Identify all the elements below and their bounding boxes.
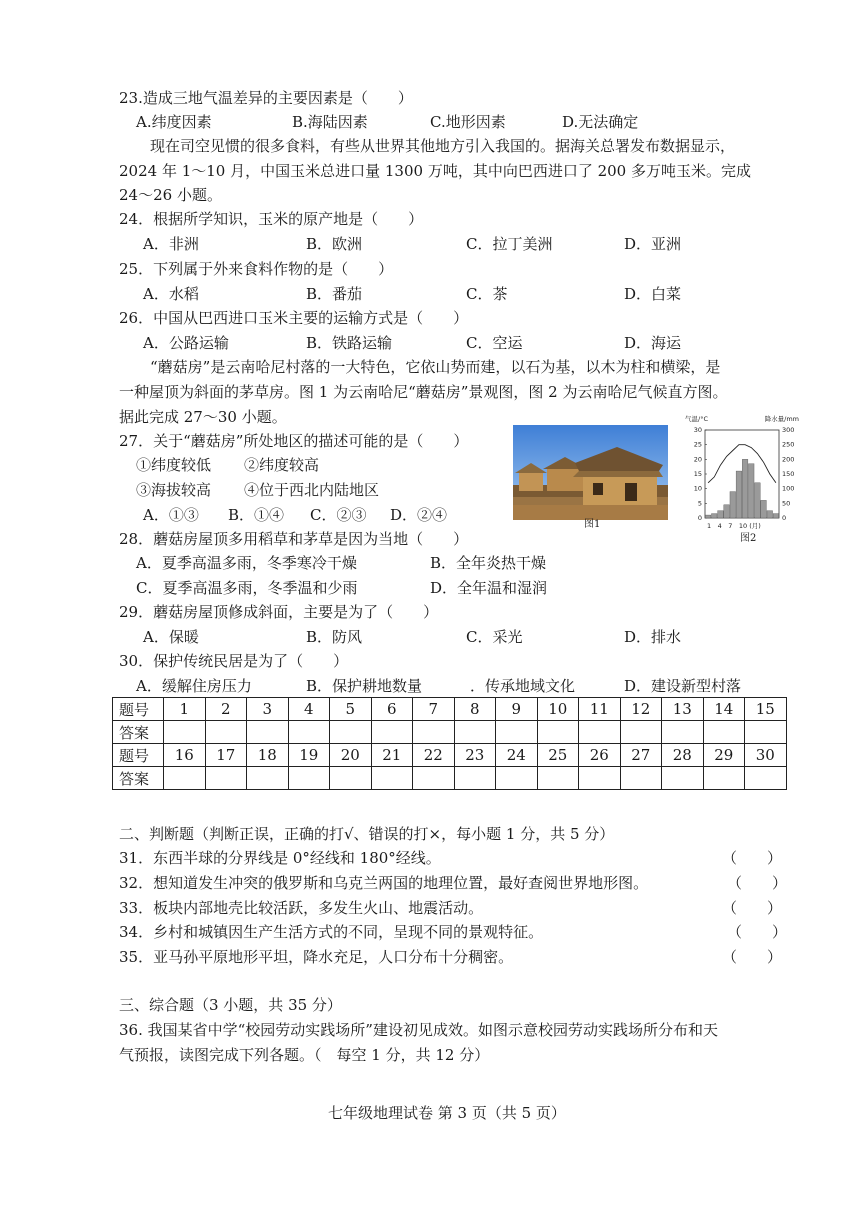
q25-stem: 25．下列属于外来食料作物的是（ ）	[119, 260, 394, 278]
precip-tick-label: 300	[782, 426, 795, 434]
q29-stem: 29．蘑菇房屋顶修成斜面，主要是为了（ ）	[119, 603, 439, 621]
precip-bar	[767, 511, 773, 518]
question-number-cell: 9	[496, 698, 538, 721]
q30-opt-d: D．建设新型村落	[624, 677, 742, 695]
answer-cell[interactable]	[745, 721, 787, 744]
answer-cell[interactable]	[164, 767, 206, 790]
question-number-cell: 16	[164, 744, 206, 767]
q28-opt-c: C．夏季高温多雨，冬季温和少雨	[136, 579, 358, 597]
question-number-cell: 22	[413, 744, 455, 767]
temp-tick-label: 30	[693, 426, 702, 434]
answer-cell[interactable]	[371, 721, 413, 744]
answer-cell[interactable]	[454, 721, 496, 744]
question-number-cell: 24	[496, 744, 538, 767]
temp-tick-label: 25	[693, 440, 702, 449]
answer-cell[interactable]	[330, 721, 372, 744]
q23-opt-c: C.地形因素	[430, 113, 506, 131]
q27-statement-3: ③海拔较高	[136, 481, 212, 499]
q23-stem: 23.造成三地气温差异的主要因素是（ ）	[119, 89, 413, 107]
q29-opt-a: A．保暖	[143, 628, 199, 646]
answer-cell[interactable]	[620, 767, 662, 790]
question-number-cell: 23	[454, 744, 496, 767]
q25-opt-c: C．茶	[466, 285, 508, 303]
q23-opt-b: B.海陆因素	[292, 113, 368, 131]
question-number-cell: 28	[662, 744, 704, 767]
precip-tick-label: 150	[782, 470, 795, 478]
precip-tick-label: 200	[782, 455, 795, 464]
q27-statement-1: ①纬度较低	[136, 456, 212, 474]
answer-cell[interactable]	[205, 721, 247, 744]
table-row-numbers-1	[113, 698, 787, 721]
intro1-line3: 24～26 小题。	[119, 186, 222, 204]
answer-cell[interactable]	[288, 767, 330, 790]
q26-opt-a: A．公路运输	[143, 334, 229, 352]
answer-cell[interactable]	[579, 767, 621, 790]
q28-opt-b: B．全年炎热干燥	[430, 554, 547, 572]
q25-opt-a: A．水稻	[143, 285, 199, 303]
q25-opt-b: B．番茄	[306, 285, 363, 303]
q28-opt-a: A．夏季高温多雨，冬季寒冷干燥	[136, 554, 357, 572]
table-header-cell: 题号	[113, 698, 164, 721]
question-number-cell: 15	[745, 698, 787, 721]
answer-table	[112, 697, 787, 790]
q24-opt-c: C．拉丁美洲	[466, 235, 553, 253]
answer-cell[interactable]	[247, 721, 289, 744]
answer-parentheses[interactable]: （ ）	[722, 899, 783, 917]
answer-parentheses[interactable]: （ ）	[722, 948, 783, 966]
question-number-cell: 12	[620, 698, 662, 721]
question-number-cell: 30	[745, 744, 787, 767]
month-axis-label: 1 4 7 10 (月)	[707, 522, 761, 530]
question-number-cell: 21	[371, 744, 413, 767]
q29-opt-b: B．防风	[306, 628, 363, 646]
precip-bar	[755, 483, 761, 518]
question-number-cell: 5	[330, 698, 372, 721]
precip-bar	[705, 515, 711, 518]
answer-parentheses[interactable]: （ ）	[727, 874, 788, 892]
answer-cell[interactable]	[330, 767, 372, 790]
precip-bar	[711, 514, 717, 518]
q24-stem: 24．根据所学知识，玉米的原产地是（ ）	[119, 210, 424, 228]
answer-cell[interactable]	[413, 767, 455, 790]
fig2-caption: 图2	[740, 533, 757, 544]
q28-opt-d: D．全年温和湿润	[430, 579, 548, 597]
q29-opt-c: C．采光	[466, 628, 523, 646]
table-header-cell: 题号	[113, 744, 164, 767]
answer-parentheses[interactable]: （ ）	[722, 849, 783, 867]
question-number-cell: 11	[579, 698, 621, 721]
question-number-cell: 17	[205, 744, 247, 767]
precip-tick-label: 50	[782, 499, 791, 508]
precip-bar	[748, 464, 754, 518]
q36-line2: 气预报，读图完成下列各题。（ 每空 1 分，共 12 分）	[119, 1046, 490, 1064]
judgment-item: 33．板块内部地壳比较活跃，多发生火山、地震活动。	[119, 899, 484, 917]
temp-tick-label: 20	[693, 455, 702, 464]
answer-parentheses[interactable]: （ ）	[727, 923, 788, 941]
answer-cell[interactable]	[205, 767, 247, 790]
question-number-cell: 13	[662, 698, 704, 721]
question-number-cell: 29	[703, 744, 745, 767]
table-row-answers-1	[113, 721, 787, 744]
q27-statement-2: ②纬度较高	[244, 456, 320, 474]
q36-line1: 36. 我国某省中学“校园劳动实践场所”建设初见成效。如图示意校园劳动实践场所分布和天	[119, 1021, 718, 1039]
mushroom-house-photo	[513, 425, 668, 520]
question-number-cell: 14	[703, 698, 745, 721]
climate-chart	[683, 414, 801, 546]
question-number-cell: 3	[247, 698, 289, 721]
precip-bar	[718, 511, 724, 518]
table-header-cell: 答案	[113, 721, 164, 744]
section3-title: 三、综合题（3 小题，共 35 分）	[119, 996, 342, 1014]
answer-cell[interactable]	[620, 721, 662, 744]
table-row-answers-2	[113, 767, 787, 790]
q27-statement-4: ④位于西北内陆地区	[244, 481, 380, 499]
q27-opt-a: A．①③	[143, 506, 199, 524]
precip-tick-label: 250	[782, 440, 795, 449]
precip-bar	[730, 492, 736, 518]
answer-cell[interactable]	[537, 721, 579, 744]
temp-tick-label: 5	[697, 499, 702, 508]
q25-opt-d: D．白菜	[624, 285, 682, 303]
answer-cell[interactable]	[537, 767, 579, 790]
answer-cell[interactable]	[496, 721, 538, 744]
answer-cell[interactable]	[703, 767, 745, 790]
temperature-line	[708, 445, 776, 483]
precip-tick-label: 100	[782, 484, 795, 493]
q23-opt-a: A.纬度因素	[136, 113, 212, 131]
q27-opt-c: C．②③	[310, 506, 367, 524]
temp-tick-label: 15	[693, 470, 702, 478]
precip-bar	[742, 459, 748, 518]
question-number-cell: 7	[413, 698, 455, 721]
question-number-cell: 18	[247, 744, 289, 767]
answer-cell[interactable]	[579, 721, 621, 744]
q27-stem: 27．关于“蘑菇房”所处地区的描述可能的是（ ）	[119, 432, 469, 450]
answer-cell[interactable]	[662, 721, 704, 744]
answer-cell[interactable]	[662, 767, 704, 790]
question-number-cell: 25	[537, 744, 579, 767]
q28-stem: 28．蘑菇房屋顶多用稻草和茅草是因为当地（ ）	[119, 530, 469, 548]
q30-opt-c: ．传承地域文化	[470, 677, 576, 695]
intro1-line1: 现在司空见惯的很多食料，有些从世界其他地方引入我国的。据海关总署发布数据显示，	[150, 137, 736, 155]
answer-cell[interactable]	[413, 721, 455, 744]
q30-opt-b: B．保护耕地数量	[306, 677, 423, 695]
table-header-cell: 答案	[113, 767, 164, 790]
intro2-line1: “蘑菇房”是云南哈尼村落的一大特色，它依山势而建，以石为基，以木为柱和横梁，是	[150, 358, 721, 376]
temp-tick-label: 10	[693, 484, 702, 493]
q27-opt-d: D．②④	[390, 506, 448, 524]
q23-opt-d: D.无法确定	[562, 113, 639, 131]
q26-opt-b: B．铁路运输	[306, 334, 393, 352]
answer-cell[interactable]	[745, 767, 787, 790]
answer-cell[interactable]	[164, 721, 206, 744]
precip-bar	[724, 505, 730, 518]
q24-opt-a: A．非洲	[143, 235, 199, 253]
question-number-cell: 1	[164, 698, 206, 721]
answer-cell[interactable]	[454, 767, 496, 790]
q24-opt-d: D．亚洲	[624, 235, 682, 253]
answer-cell[interactable]	[371, 767, 413, 790]
question-number-cell: 10	[537, 698, 579, 721]
question-number-cell: 6	[371, 698, 413, 721]
section2-title: 二、判断题（判断正误，正确的打√、错误的打×，每小题 1 分，共 5 分）	[119, 825, 615, 843]
q30-stem: 30．保护传统民居是为了（ ）	[119, 652, 349, 670]
answer-cell[interactable]	[288, 721, 330, 744]
question-number-cell: 2	[205, 698, 247, 721]
judgment-item: 35．亚马孙平原地形平坦，降水充足，人口分布十分稠密。	[119, 948, 514, 966]
precip-axis-label: 降水量/mm	[764, 415, 799, 423]
precip-tick-label: 0	[782, 514, 787, 522]
intro2-line2: 一种屋顶为斜面的茅草房。图 1 为云南哈尼“蘑菇房”景观图，图 2 为云南哈尼气候直方图。	[119, 383, 728, 401]
question-number-cell: 27	[620, 744, 662, 767]
q26-opt-c: C．空运	[466, 334, 523, 352]
answer-cell[interactable]	[703, 721, 745, 744]
precip-bar	[761, 500, 767, 518]
judgment-item: 32．想知道发生冲突的俄罗斯和乌克兰两国的地理位置，最好查阅世界地形图。	[119, 874, 649, 892]
table-row-numbers-2	[113, 744, 787, 767]
judgment-item: 34．乡村和城镇因生产生活方式的不同，呈现不同的景观特征。	[119, 923, 544, 941]
q24-opt-b: B．欧洲	[306, 235, 363, 253]
precip-bar	[736, 471, 742, 518]
question-number-cell: 20	[330, 744, 372, 767]
q29-opt-d: D．排水	[624, 628, 682, 646]
intro1-line2: 2024 年 1～10 月，中国玉米总进口量 1300 万吨，其中向巴西进口了 200 多万吨玉米。完成	[119, 162, 751, 180]
temp-axis-label: 气温/°C	[685, 415, 708, 423]
temp-tick-label: 0	[697, 514, 702, 522]
answer-cell[interactable]	[496, 767, 538, 790]
question-number-cell: 8	[454, 698, 496, 721]
q30-opt-a: A．缓解住房压力	[136, 677, 252, 695]
judgment-item: 31．东西半球的分界线是 0°经线和 180°经线。	[119, 849, 441, 867]
fig1-caption: 图1	[584, 519, 601, 530]
question-number-cell: 26	[579, 744, 621, 767]
intro2-line3: 据此完成 27～30 小题。	[119, 408, 287, 426]
q26-stem: 26．中国从巴西进口玉米主要的运输方式是（ ）	[119, 309, 469, 327]
question-number-cell: 4	[288, 698, 330, 721]
page-footer: 七年级地理试卷 第 3 页（共 5 页）	[328, 1104, 566, 1122]
q27-opt-b: B．①④	[228, 506, 285, 524]
q26-opt-d: D．海运	[624, 334, 682, 352]
precip-bar	[773, 514, 779, 518]
question-number-cell: 19	[288, 744, 330, 767]
answer-cell[interactable]	[247, 767, 289, 790]
